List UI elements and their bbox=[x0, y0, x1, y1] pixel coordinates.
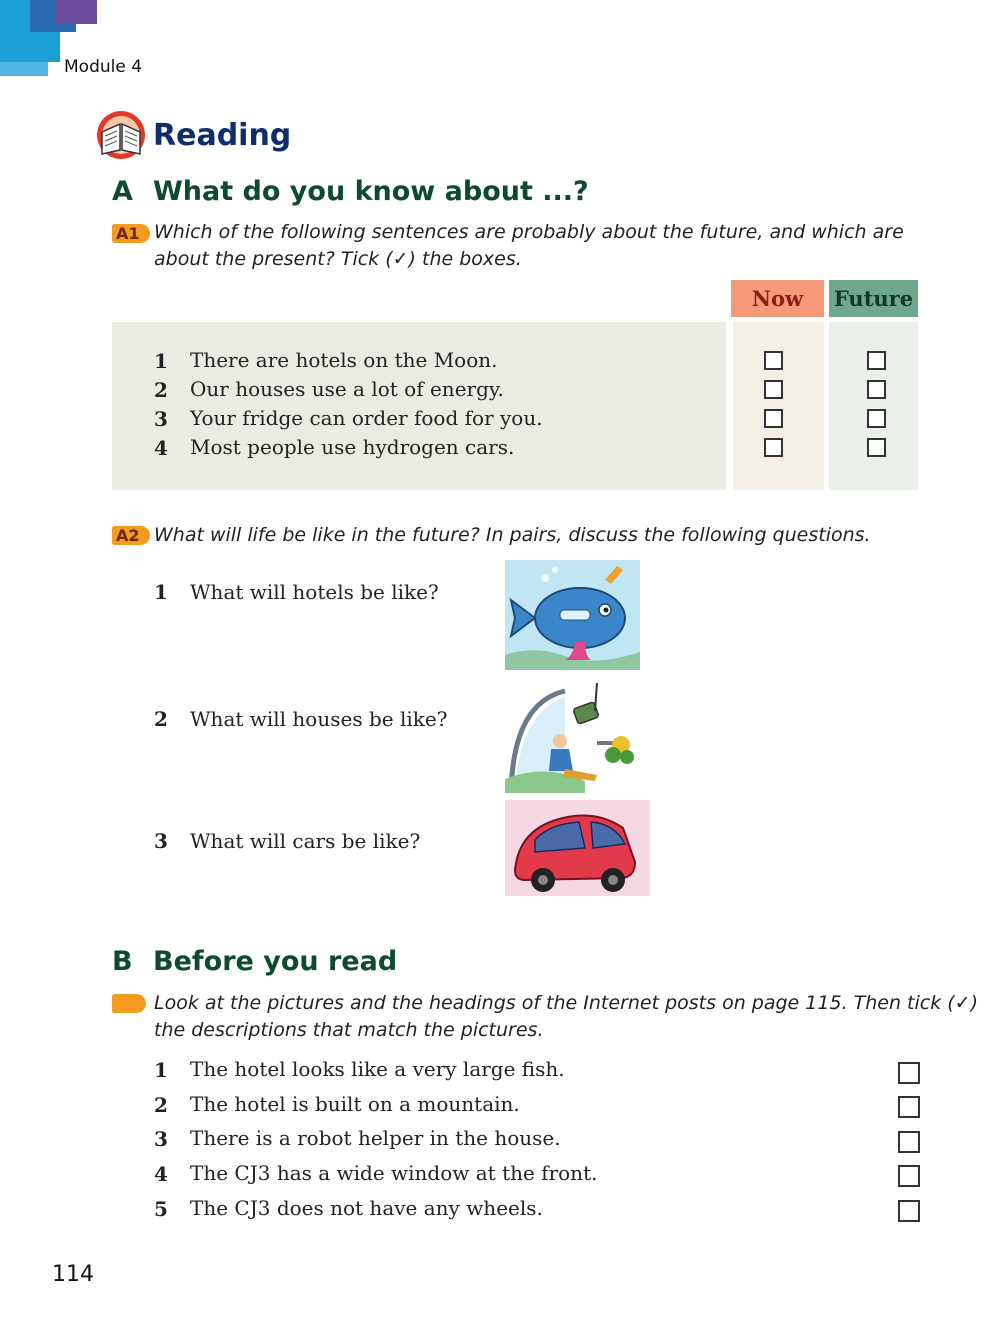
a1-item-text: There are hotels on the Moon. bbox=[190, 348, 498, 372]
section-a-letter: A bbox=[112, 176, 133, 207]
future-column-header: Future bbox=[829, 280, 918, 317]
a1-item-text: Your fridge can order food for you. bbox=[190, 406, 543, 430]
future-house-illustration bbox=[505, 683, 640, 793]
section-a-title: What do you know about ...? bbox=[153, 176, 589, 207]
corner-decoration bbox=[0, 62, 48, 76]
b-item-checkbox[interactable] bbox=[898, 1062, 920, 1084]
section-b-instruction-line2: the descriptions that match the pictures. bbox=[154, 1019, 544, 1041]
b-item-checkbox[interactable] bbox=[898, 1131, 920, 1153]
a1-instruction-line2: about the present? Tick (✓) the boxes. bbox=[154, 248, 522, 270]
corner-decoration bbox=[55, 0, 97, 24]
b-item-text: The hotel is built on a mountain. bbox=[190, 1092, 520, 1116]
a2-question-text: What will hotels be like? bbox=[190, 580, 439, 604]
b-item-number: 5 bbox=[154, 1197, 168, 1221]
page-number: 114 bbox=[52, 1262, 94, 1287]
b-item-checkbox[interactable] bbox=[898, 1200, 920, 1222]
a2-question-number: 1 bbox=[154, 580, 168, 604]
now-column-body bbox=[733, 322, 824, 490]
b-item-checkbox[interactable] bbox=[898, 1096, 920, 1118]
b-item-number: 4 bbox=[154, 1162, 168, 1186]
b-item-text: The CJ3 has a wide window at the front. bbox=[190, 1161, 598, 1185]
module-label: Module 4 bbox=[64, 57, 143, 77]
section-b-letter: B bbox=[112, 946, 133, 977]
future-checkbox[interactable] bbox=[867, 351, 886, 370]
b-item-checkbox[interactable] bbox=[898, 1165, 920, 1187]
a2-instruction: What will life be like in the future? In pairs, discuss the following questions. bbox=[154, 524, 871, 546]
a1-item-text: Our houses use a lot of energy. bbox=[190, 377, 504, 401]
a1-item-text: Most people use hydrogen cars. bbox=[190, 435, 515, 459]
a2-question-number: 2 bbox=[154, 707, 168, 731]
now-column-header: Now bbox=[731, 280, 824, 317]
a1-instruction-line1: Which of the following sentences are probably about the future, and which are bbox=[154, 221, 904, 243]
b-item-text: The CJ3 does not have any wheels. bbox=[190, 1196, 543, 1220]
a2-badge: A2 bbox=[112, 526, 150, 545]
a1-item-number: 2 bbox=[154, 378, 168, 402]
b-item-text: There is a robot helper in the house. bbox=[190, 1126, 561, 1150]
b-item-number: 3 bbox=[154, 1127, 168, 1151]
reading-title: Reading bbox=[153, 118, 292, 153]
a1-item-number: 3 bbox=[154, 407, 168, 431]
b-item-text: The hotel looks like a very large fish. bbox=[190, 1057, 565, 1081]
a1-badge: A1 bbox=[112, 224, 150, 243]
b-item-number: 1 bbox=[154, 1058, 168, 1082]
future-checkbox[interactable] bbox=[867, 409, 886, 428]
section-b-badge bbox=[112, 994, 146, 1013]
now-checkbox[interactable] bbox=[764, 409, 783, 428]
a1-item-number: 1 bbox=[154, 349, 168, 373]
now-checkbox[interactable] bbox=[764, 438, 783, 457]
future-checkbox[interactable] bbox=[867, 380, 886, 399]
fish-hotel-illustration bbox=[505, 560, 640, 670]
a2-question-text: What will cars be like? bbox=[190, 829, 421, 853]
now-checkbox[interactable] bbox=[764, 380, 783, 399]
section-b-title: Before you read bbox=[153, 946, 398, 977]
a2-question-number: 3 bbox=[154, 829, 168, 853]
future-checkbox[interactable] bbox=[867, 438, 886, 457]
b-item-number: 2 bbox=[154, 1093, 168, 1117]
now-checkbox[interactable] bbox=[764, 351, 783, 370]
a1-item-number: 4 bbox=[154, 436, 168, 460]
future-car-illustration bbox=[505, 800, 650, 896]
section-b-instruction-line1: Look at the pictures and the headings of the Internet posts on page 115. Then tick (✓) bbox=[154, 992, 978, 1014]
future-column-body bbox=[829, 322, 918, 490]
book-icon bbox=[94, 110, 148, 160]
a2-question-text: What will houses be like? bbox=[190, 707, 448, 731]
